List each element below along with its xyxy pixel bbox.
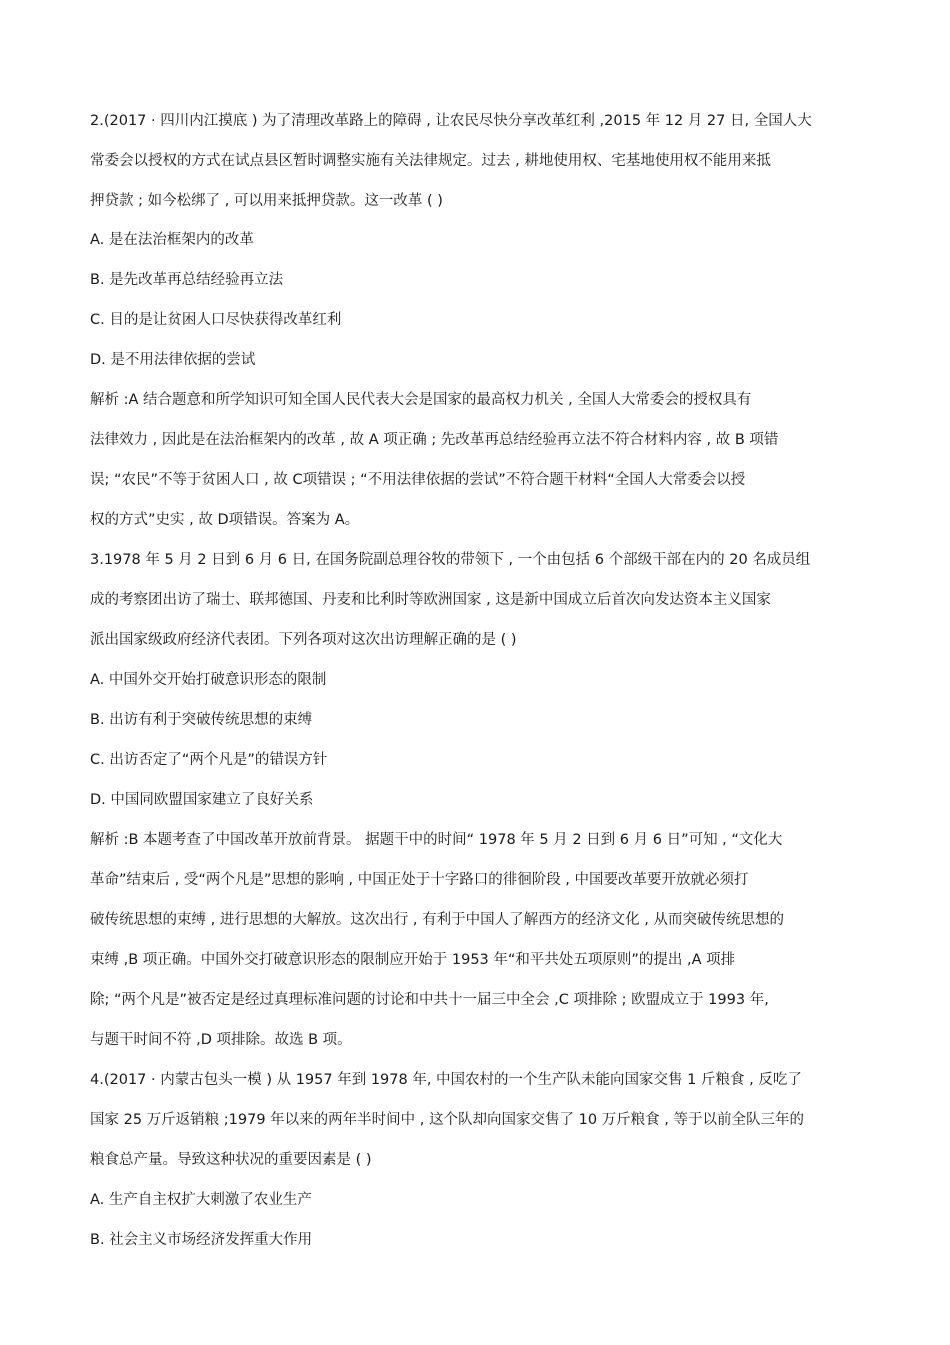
q2-stem-line-2: 常委会以授权的方式在试点县区暂时调整实施有关法律规定。过去 , 耕地使用权、宅基地使用权不能用来抵 [90, 153, 771, 169]
q3-stem-line-1: 3.1978 年 5 月 2 日到 6 月 6 日, 在国务院副总理谷牧的带领下 , 一个由包括 6 个部级干部在内的 20 名成员组 [90, 552, 811, 568]
q2-option-a: A. 是在法治框架内的改革 [90, 232, 254, 248]
q3-stem-line-2: 成的考察团出访了瑞士、联邦德国、丹麦和比利时等欧洲国家 , 这是新中国成立后首次向发达资本主义国家 [90, 592, 771, 608]
q4-stem-line-1: 4.(2017 · 内蒙古包头一模 ) 从 1957 年到 1978 年, 中国农村的一个生产队未能向国家交售 1 斤粮食 , 反吃了 [90, 1072, 802, 1088]
q3-stem-line-3: 派出国家级政府经济代表团。下列各项对这次出访理解正确的是 ( ) [90, 632, 517, 648]
q3-option-c: C. 出访否定了“两个凡是”的错误方针 [90, 752, 328, 768]
q2-analysis-line-1: 解析 :A 结合题意和所学知识可知全国人民代表大会是国家的最高权力机关 , 全国人大常委会的授权具有 [90, 392, 752, 408]
q4-stem-line-2: 国家 25 万斤返销粮 ;1979 年以来的两年半时间中 , 这个队却向国家交售了 10 万斤粮食 , 等于以前全队三年的 [90, 1112, 804, 1128]
q3-analysis-line-3: 破传统思想的束缚 , 进行思想的大解放。这次出行 , 有利于中国人了解西方的经济文化 , 从而突破传统思想的 [90, 912, 784, 928]
q3-analysis-line-6: 与题干时间不符 ,D 项排除。故选 B 项。 [90, 1032, 352, 1048]
q2-analysis-line-4: 权的方式”史实 , 故 D项错误。答案为 A。 [90, 512, 360, 528]
q3-analysis-line-5: 除; “两个凡是”被否定是经过真理标准问题的讨论和中共十一届三中全会 ,C 项排除 ; 欧盟成立于 1993 年, [90, 992, 769, 1008]
q2-option-b: B. 是先改革再总结经验再立法 [90, 272, 284, 288]
q3-option-d: D. 中国同欧盟国家建立了良好关系 [90, 792, 314, 808]
q4-option-a: A. 生产自主权扩大刺激了农业生产 [90, 1192, 312, 1208]
q3-analysis-line-1: 解析 :B 本题考查了中国改革开放前背景。 据题干中的时间“ 1978 年 5 月 2 日到 6 月 6 日”可知 , “文化大 [90, 832, 783, 848]
q2-option-c: C. 目的是让贫困人口尽快获得改革红利 [90, 312, 342, 328]
q4-option-b: B. 社会主义市场经济发挥重大作用 [90, 1232, 313, 1248]
q2-stem-line-3: 押贷款 ; 如今松绑了 , 可以用来抵押贷款。这一改革 ( ) [90, 193, 443, 209]
q3-analysis-line-4: 束缚 ,B 项正确。中国外交打破意识形态的限制应开始于 1953 年“和平共处五项原则”的提出 ,A 项排 [90, 952, 736, 968]
q3-analysis-line-2: 革命”结束后 , 受“两个凡是”思想的影响 , 中国正处于十字路口的徘徊阶段 , 中国要改革要开放就必须打 [90, 872, 749, 888]
q2-analysis-line-3: 误; “农民”不等于贫困人口 , 故 C项错误 ; “不用法律依据的尝试”不符合题干材料“全国人大常委会以授 [90, 472, 746, 488]
q2-stem-line-1: 2.(2017 · 四川内江摸底 ) 为了清理改革路上的障碍 , 让农民尽快分享改革红利 ,2015 年 12 月 27 日, 全国人大 [90, 113, 812, 129]
q2-analysis-line-2: 法律效力 , 因此是在法治框架内的改革 , 故 A 项正确 ; 先改革再总结经验再立法不符合材料内容 , 故 B 项错 [90, 432, 779, 448]
q2-option-d: D. 是不用法律依据的尝试 [90, 352, 256, 368]
q3-option-a: A. 中国外交开始打破意识形态的限制 [90, 672, 327, 688]
q4-stem-line-3: 粮食总产量。导致这种状况的重要因素是 ( ) [90, 1152, 372, 1168]
q3-option-b: B. 出访有利于突破传统思想的束缚 [90, 712, 313, 728]
